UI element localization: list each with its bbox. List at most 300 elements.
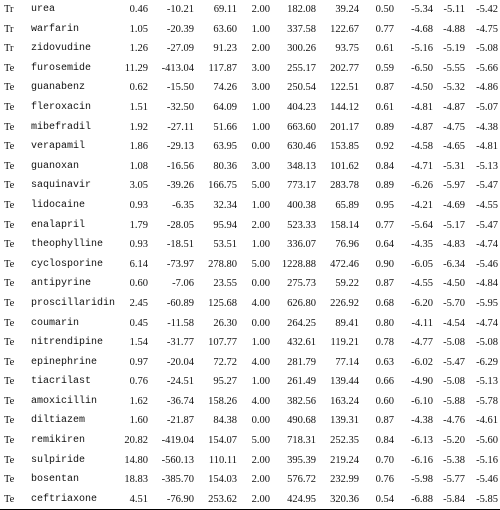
table-row xyxy=(0,216,500,236)
compound-name-cell: sulpiride xyxy=(31,454,86,466)
value-cell: -6.29 xyxy=(476,356,498,368)
value-cell: 432.61 xyxy=(287,337,316,349)
value-cell: -419.04 xyxy=(161,435,194,447)
value-cell: -31.77 xyxy=(166,337,194,349)
value-cell: -5.84 xyxy=(435,490,467,510)
table-row xyxy=(0,196,500,216)
value-cell: 232.99 xyxy=(330,474,359,486)
value-cell: 4.00 xyxy=(251,297,270,309)
table-row xyxy=(0,59,500,79)
value-cell: 300.26 xyxy=(287,43,316,55)
value-cell: 4.00 xyxy=(251,395,270,407)
value-cell: -5.08 xyxy=(443,376,465,388)
table-row xyxy=(0,314,500,334)
value-cell: 91.23 xyxy=(213,43,237,55)
value-cell: -6.20 xyxy=(411,297,433,309)
table-row xyxy=(0,470,500,490)
value-cell: -5.85 xyxy=(467,490,500,510)
value-cell: -4.88 xyxy=(443,23,465,35)
compound-name-cell: proscillaridin xyxy=(31,297,116,309)
value-cell: 1.26 xyxy=(129,43,148,55)
value-cell: 72.72 xyxy=(213,356,237,368)
value-cell: 2.00 xyxy=(239,490,272,510)
value-cell: 154.03 xyxy=(208,474,237,486)
value-cell: -4.84 xyxy=(476,278,498,290)
table-row xyxy=(0,20,500,40)
value-cell: 336.07 xyxy=(287,239,316,251)
value-cell: 4.00 xyxy=(251,356,270,368)
value-cell: 144.12 xyxy=(330,101,359,113)
value-cell: 74.26 xyxy=(213,82,237,94)
table-row xyxy=(0,490,500,510)
value-cell: 95.27 xyxy=(213,376,237,388)
value-cell: 5.00 xyxy=(251,180,270,192)
set-cell: Te xyxy=(0,490,31,510)
value-cell: -27.11 xyxy=(167,121,194,133)
value-cell: 0.66 xyxy=(375,376,394,388)
value-cell: 400.38 xyxy=(287,199,316,211)
value-cell: 472.46 xyxy=(330,258,359,270)
value-cell: 77.14 xyxy=(335,356,359,368)
table-row xyxy=(0,118,500,138)
value-cell: -5.31 xyxy=(443,160,465,172)
value-cell: 0.87 xyxy=(375,82,394,94)
value-cell: 1.00 xyxy=(251,23,270,35)
value-cell: 166.75 xyxy=(208,180,237,192)
value-cell: 139.44 xyxy=(330,376,359,388)
value-cell: 39.24 xyxy=(335,4,359,15)
value-cell: 281.79 xyxy=(287,356,316,368)
value-cell: -5.60 xyxy=(476,435,498,447)
value-cell: 0.93 xyxy=(129,199,148,211)
set-cell: Tr xyxy=(4,4,14,15)
value-cell: -6.50 xyxy=(411,62,433,74)
table-row xyxy=(0,274,500,294)
value-cell: 84.38 xyxy=(213,415,237,427)
value-cell: 626.80 xyxy=(287,297,316,309)
value-cell: 154.07 xyxy=(208,435,237,447)
value-cell: -4.65 xyxy=(443,141,465,153)
value-cell: 18.83 xyxy=(124,474,148,486)
value-cell: 0.90 xyxy=(375,258,394,270)
set-cell: Te xyxy=(4,415,15,427)
value-cell: -5.98 xyxy=(411,474,433,486)
value-cell: 89.41 xyxy=(335,317,359,329)
value-cell: 255.17 xyxy=(287,62,316,74)
value-cell: -76.90 xyxy=(150,490,196,510)
value-cell: -4.71 xyxy=(411,160,433,172)
compound-name-cell: nitrendipine xyxy=(31,337,104,349)
value-cell: -4.50 xyxy=(443,278,465,290)
value-cell: 1.05 xyxy=(129,23,148,35)
value-cell: 0.87 xyxy=(375,278,394,290)
value-cell: -4.75 xyxy=(476,23,498,35)
value-cell: 20.82 xyxy=(124,435,148,447)
value-cell: 65.89 xyxy=(335,199,359,211)
value-cell: 395.39 xyxy=(287,454,316,466)
set-cell: Tr xyxy=(4,23,14,35)
value-cell: -27.09 xyxy=(166,43,194,55)
value-cell: 2.00 xyxy=(251,43,270,55)
value-cell: -60.89 xyxy=(166,297,194,309)
value-cell: 523.33 xyxy=(287,219,316,231)
value-cell: -6.26 xyxy=(411,180,433,192)
value-cell: 163.24 xyxy=(330,395,359,407)
compound-name-cell: warfarin xyxy=(31,23,80,35)
value-cell: 0.97 xyxy=(129,356,148,368)
set-cell: Te xyxy=(4,297,15,309)
value-cell: -4.38 xyxy=(476,121,498,133)
compound-name-cell: tiacrilast xyxy=(31,376,92,388)
value-cell: 0.89 xyxy=(375,180,394,192)
value-cell: -5.20 xyxy=(443,435,465,447)
compound-name-cell: mibefradil xyxy=(31,121,92,133)
value-cell: -28.05 xyxy=(166,219,194,231)
value-cell: 76.96 xyxy=(335,239,359,251)
value-cell: 69.11 xyxy=(213,4,237,15)
value-cell: -32.50 xyxy=(166,101,194,113)
table-row xyxy=(0,98,500,118)
set-cell: Te xyxy=(4,180,15,192)
value-cell: 2.00 xyxy=(251,474,270,486)
value-cell: 158.14 xyxy=(330,219,359,231)
set-cell: Te xyxy=(4,278,15,290)
value-cell: 490.68 xyxy=(287,415,316,427)
table-row xyxy=(0,392,500,412)
table-row xyxy=(0,431,500,451)
value-cell: 348.13 xyxy=(287,160,316,172)
value-cell: 117.87 xyxy=(208,62,237,74)
compound-name-cell: verapamil xyxy=(31,141,86,153)
value-cell: -4.21 xyxy=(411,199,433,211)
value-cell: 3.00 xyxy=(251,62,270,74)
value-cell: -5.78 xyxy=(476,395,498,407)
value-cell: 0.00 xyxy=(251,278,270,290)
value-cell: 0.77 xyxy=(375,23,394,35)
value-cell: -6.10 xyxy=(411,395,433,407)
value-cell: -4.81 xyxy=(476,141,498,153)
value-cell: 1.00 xyxy=(251,199,270,211)
value-cell: 139.31 xyxy=(330,415,359,427)
compound-name-cell: diltiazem xyxy=(31,415,86,427)
compound-name-cell: amoxicillin xyxy=(31,395,98,407)
value-cell: 1.54 xyxy=(129,337,148,349)
value-cell: -4.69 xyxy=(443,199,465,211)
value-cell: 0.76 xyxy=(375,474,394,486)
value-cell: 6.14 xyxy=(129,258,148,270)
value-cell: -5.32 xyxy=(443,82,465,94)
compound-name-cell: epinephrine xyxy=(31,356,98,368)
value-cell: 1.00 xyxy=(251,337,270,349)
value-cell: -5.16 xyxy=(476,454,498,466)
value-cell: -5.08 xyxy=(443,337,465,349)
compound-name-cell: guanabenz xyxy=(31,82,86,94)
value-cell: 32.34 xyxy=(213,199,237,211)
compound-name-cell: ceftriaxone xyxy=(31,490,114,510)
set-cell: Te xyxy=(4,435,15,447)
value-cell: -4.38 xyxy=(411,415,433,427)
value-cell: 0.00 xyxy=(251,141,270,153)
value-cell: 119.21 xyxy=(330,337,359,349)
value-cell: -6.34 xyxy=(443,258,465,270)
value-cell: 261.49 xyxy=(287,376,316,388)
set-cell: Te xyxy=(4,199,15,211)
value-cell: -4.86 xyxy=(476,82,498,94)
value-cell: -5.95 xyxy=(476,297,498,309)
set-cell: Te xyxy=(4,454,15,466)
value-cell: 202.77 xyxy=(330,62,359,74)
set-cell: Te xyxy=(4,258,15,270)
value-cell: 64.09 xyxy=(213,101,237,113)
value-cell: -24.51 xyxy=(166,376,194,388)
value-cell: 0.50 xyxy=(375,4,394,15)
value-cell: 1.00 xyxy=(251,121,270,133)
table-row xyxy=(0,255,500,275)
table-row xyxy=(0,451,500,471)
value-cell: 382.56 xyxy=(287,395,316,407)
value-cell: 14.80 xyxy=(124,454,148,466)
value-cell: -5.38 xyxy=(443,454,465,466)
value-cell: 51.66 xyxy=(213,121,237,133)
value-cell: 125.68 xyxy=(208,297,237,309)
table-row xyxy=(0,294,500,314)
value-cell: 122.67 xyxy=(330,23,359,35)
table-row xyxy=(0,235,500,255)
value-cell: -5.46 xyxy=(476,258,498,270)
set-cell: Te xyxy=(4,376,15,388)
compound-name-cell: cyclosporine xyxy=(31,258,104,270)
value-cell: 264.25 xyxy=(287,317,316,329)
value-cell: 1.62 xyxy=(129,395,148,407)
value-cell: 107.77 xyxy=(208,337,237,349)
compound-name-cell: theophylline xyxy=(31,239,104,251)
set-cell: Te xyxy=(4,219,15,231)
value-cell: 0.61 xyxy=(375,43,394,55)
value-cell: 1.00 xyxy=(251,239,270,251)
value-cell: 2.45 xyxy=(129,297,148,309)
compound-name-cell: lidocaine xyxy=(31,199,86,211)
value-cell: 110.11 xyxy=(208,454,237,466)
value-cell: 53.51 xyxy=(213,239,237,251)
set-cell: Te xyxy=(4,395,15,407)
value-cell: 0.70 xyxy=(375,454,394,466)
value-cell: 23.55 xyxy=(213,278,237,290)
table-row xyxy=(0,157,500,177)
value-cell: 11.29 xyxy=(124,62,148,74)
value-cell: -4.87 xyxy=(443,101,465,113)
set-cell: Te xyxy=(4,317,15,329)
value-cell: 404.23 xyxy=(287,101,316,113)
value-cell: 3.05 xyxy=(129,180,148,192)
value-cell: -4.58 xyxy=(411,141,433,153)
table-row xyxy=(0,39,500,59)
value-cell: -15.50 xyxy=(166,82,194,94)
value-cell: 576.72 xyxy=(287,474,316,486)
value-cell: 2.00 xyxy=(251,219,270,231)
value-cell: -6.88 xyxy=(396,490,435,510)
value-cell: -11.58 xyxy=(167,317,194,329)
value-cell: -5.55 xyxy=(443,62,465,74)
value-cell: 0.60 xyxy=(129,278,148,290)
value-cell: 122.51 xyxy=(330,82,359,94)
value-cell: -5.08 xyxy=(476,43,498,55)
value-cell: -39.26 xyxy=(166,180,194,192)
value-cell: 630.46 xyxy=(287,141,316,153)
value-cell: 0.61 xyxy=(375,101,394,113)
table-row xyxy=(0,78,500,98)
value-cell: -5.16 xyxy=(411,43,433,55)
value-cell: 3.00 xyxy=(251,160,270,172)
value-cell: -5.97 xyxy=(443,180,465,192)
value-cell: 0.00 xyxy=(251,415,270,427)
value-cell: 0.76 xyxy=(129,376,148,388)
value-cell: 0.93 xyxy=(129,239,148,251)
value-cell: -4.74 xyxy=(476,239,498,251)
value-cell: -6.02 xyxy=(411,356,433,368)
value-cell: 0.68 xyxy=(375,297,394,309)
value-cell: -5.88 xyxy=(443,395,465,407)
value-cell: -4.11 xyxy=(411,317,433,329)
value-cell: 718.31 xyxy=(287,435,316,447)
value-cell: -5.64 xyxy=(411,219,433,231)
table-row xyxy=(0,176,500,196)
value-cell: 153.85 xyxy=(330,141,359,153)
value-cell: -5.13 xyxy=(476,376,498,388)
value-cell: 63.60 xyxy=(213,23,237,35)
value-cell: 2.00 xyxy=(251,454,270,466)
value-cell: 663.60 xyxy=(287,121,316,133)
value-cell: 1.86 xyxy=(129,141,148,153)
value-cell: 0.87 xyxy=(375,415,394,427)
table-row xyxy=(0,372,500,392)
set-cell: Te xyxy=(4,356,15,368)
table-row xyxy=(0,0,500,20)
value-cell: 2.00 xyxy=(251,4,270,15)
table-row xyxy=(0,333,500,353)
value-cell: 182.08 xyxy=(287,4,316,15)
value-cell: -5.34 xyxy=(411,4,433,15)
value-cell: 337.58 xyxy=(287,23,316,35)
value-cell: -5.47 xyxy=(443,356,465,368)
value-cell: 1.08 xyxy=(129,160,148,172)
value-cell: -4.54 xyxy=(443,317,465,329)
value-cell: 0.59 xyxy=(375,62,394,74)
table-row xyxy=(0,137,500,157)
value-cell: 101.62 xyxy=(330,160,359,172)
value-cell: -10.21 xyxy=(166,4,194,15)
value-cell: -4.55 xyxy=(411,278,433,290)
set-cell: Te xyxy=(4,62,15,74)
value-cell: 26.30 xyxy=(213,317,237,329)
value-cell: 0.54 xyxy=(361,490,396,510)
value-cell: 1.51 xyxy=(129,101,148,113)
value-cell: -6.35 xyxy=(172,199,194,211)
compound-name-cell: furosemide xyxy=(31,62,92,74)
value-cell: 0.78 xyxy=(375,337,394,349)
value-cell: 0.84 xyxy=(375,435,394,447)
value-cell: -5.17 xyxy=(443,219,465,231)
value-cell: -413.04 xyxy=(161,62,194,74)
value-cell: -6.13 xyxy=(411,435,433,447)
value-cell: 95.94 xyxy=(213,219,237,231)
value-cell: 252.35 xyxy=(330,435,359,447)
value-cell: -385.70 xyxy=(161,474,194,486)
compound-name-cell: coumarin xyxy=(31,317,80,329)
compound-name-cell: guanoxan xyxy=(31,160,80,172)
value-cell: -5.77 xyxy=(443,474,465,486)
value-cell: -5.66 xyxy=(476,62,498,74)
value-cell: 0.92 xyxy=(375,141,394,153)
value-cell: 0.45 xyxy=(129,317,148,329)
value-cell: 201.17 xyxy=(330,121,359,133)
value-cell: -6.16 xyxy=(411,454,433,466)
value-cell: -4.77 xyxy=(411,337,433,349)
value-cell: -5.42 xyxy=(476,4,498,15)
value-cell: -4.61 xyxy=(476,415,498,427)
value-cell: -5.46 xyxy=(476,474,498,486)
value-cell: 0.80 xyxy=(375,317,394,329)
value-cell: 1.79 xyxy=(129,219,148,231)
value-cell: 93.75 xyxy=(335,43,359,55)
value-cell: 1228.88 xyxy=(281,258,316,270)
value-cell: -5.47 xyxy=(476,180,498,192)
value-cell: 5.00 xyxy=(251,258,270,270)
value-cell: -4.50 xyxy=(411,82,433,94)
set-cell: Te xyxy=(4,239,15,251)
value-cell: -29.13 xyxy=(166,141,194,153)
value-cell: 250.54 xyxy=(287,82,316,94)
value-cell: -4.76 xyxy=(443,415,465,427)
value-cell: 275.73 xyxy=(287,278,316,290)
set-cell: Te xyxy=(4,101,15,113)
set-cell: Te xyxy=(4,82,15,94)
value-cell: -18.51 xyxy=(166,239,194,251)
value-cell: -4.81 xyxy=(411,101,433,113)
value-cell: -36.74 xyxy=(166,395,194,407)
value-cell: 253.62 xyxy=(196,490,239,510)
value-cell: 424.95 xyxy=(272,490,318,510)
set-cell: Te xyxy=(4,337,15,349)
value-cell: 1.00 xyxy=(251,101,270,113)
value-cell: 1.00 xyxy=(251,376,270,388)
table-row xyxy=(0,411,500,431)
value-cell: 4.51 xyxy=(114,490,150,510)
set-cell: Te xyxy=(4,121,15,133)
compound-name-cell: enalapril xyxy=(31,219,86,231)
value-cell: -4.74 xyxy=(476,317,498,329)
value-cell: -6.05 xyxy=(411,258,433,270)
value-cell: -5.07 xyxy=(476,101,498,113)
value-cell: -5.70 xyxy=(443,297,465,309)
table-row xyxy=(0,353,500,373)
value-cell: 278.80 xyxy=(208,258,237,270)
value-cell: 0.89 xyxy=(375,121,394,133)
compound-name-cell: antipyrine xyxy=(31,278,92,290)
compound-name-cell: bosentan xyxy=(31,474,80,486)
compound-name-cell: fleroxacin xyxy=(31,101,92,113)
value-cell: 1.60 xyxy=(129,415,148,427)
value-cell: 0.77 xyxy=(375,219,394,231)
set-cell: Te xyxy=(4,141,15,153)
value-cell: 283.78 xyxy=(330,180,359,192)
value-cell: 0.46 xyxy=(129,4,148,15)
value-cell: 773.17 xyxy=(287,180,316,192)
value-cell: 0.60 xyxy=(375,395,394,407)
set-cell: Te xyxy=(4,474,15,486)
value-cell: 219.24 xyxy=(330,454,359,466)
value-cell: 158.26 xyxy=(208,395,237,407)
value-cell: 0.63 xyxy=(375,356,394,368)
